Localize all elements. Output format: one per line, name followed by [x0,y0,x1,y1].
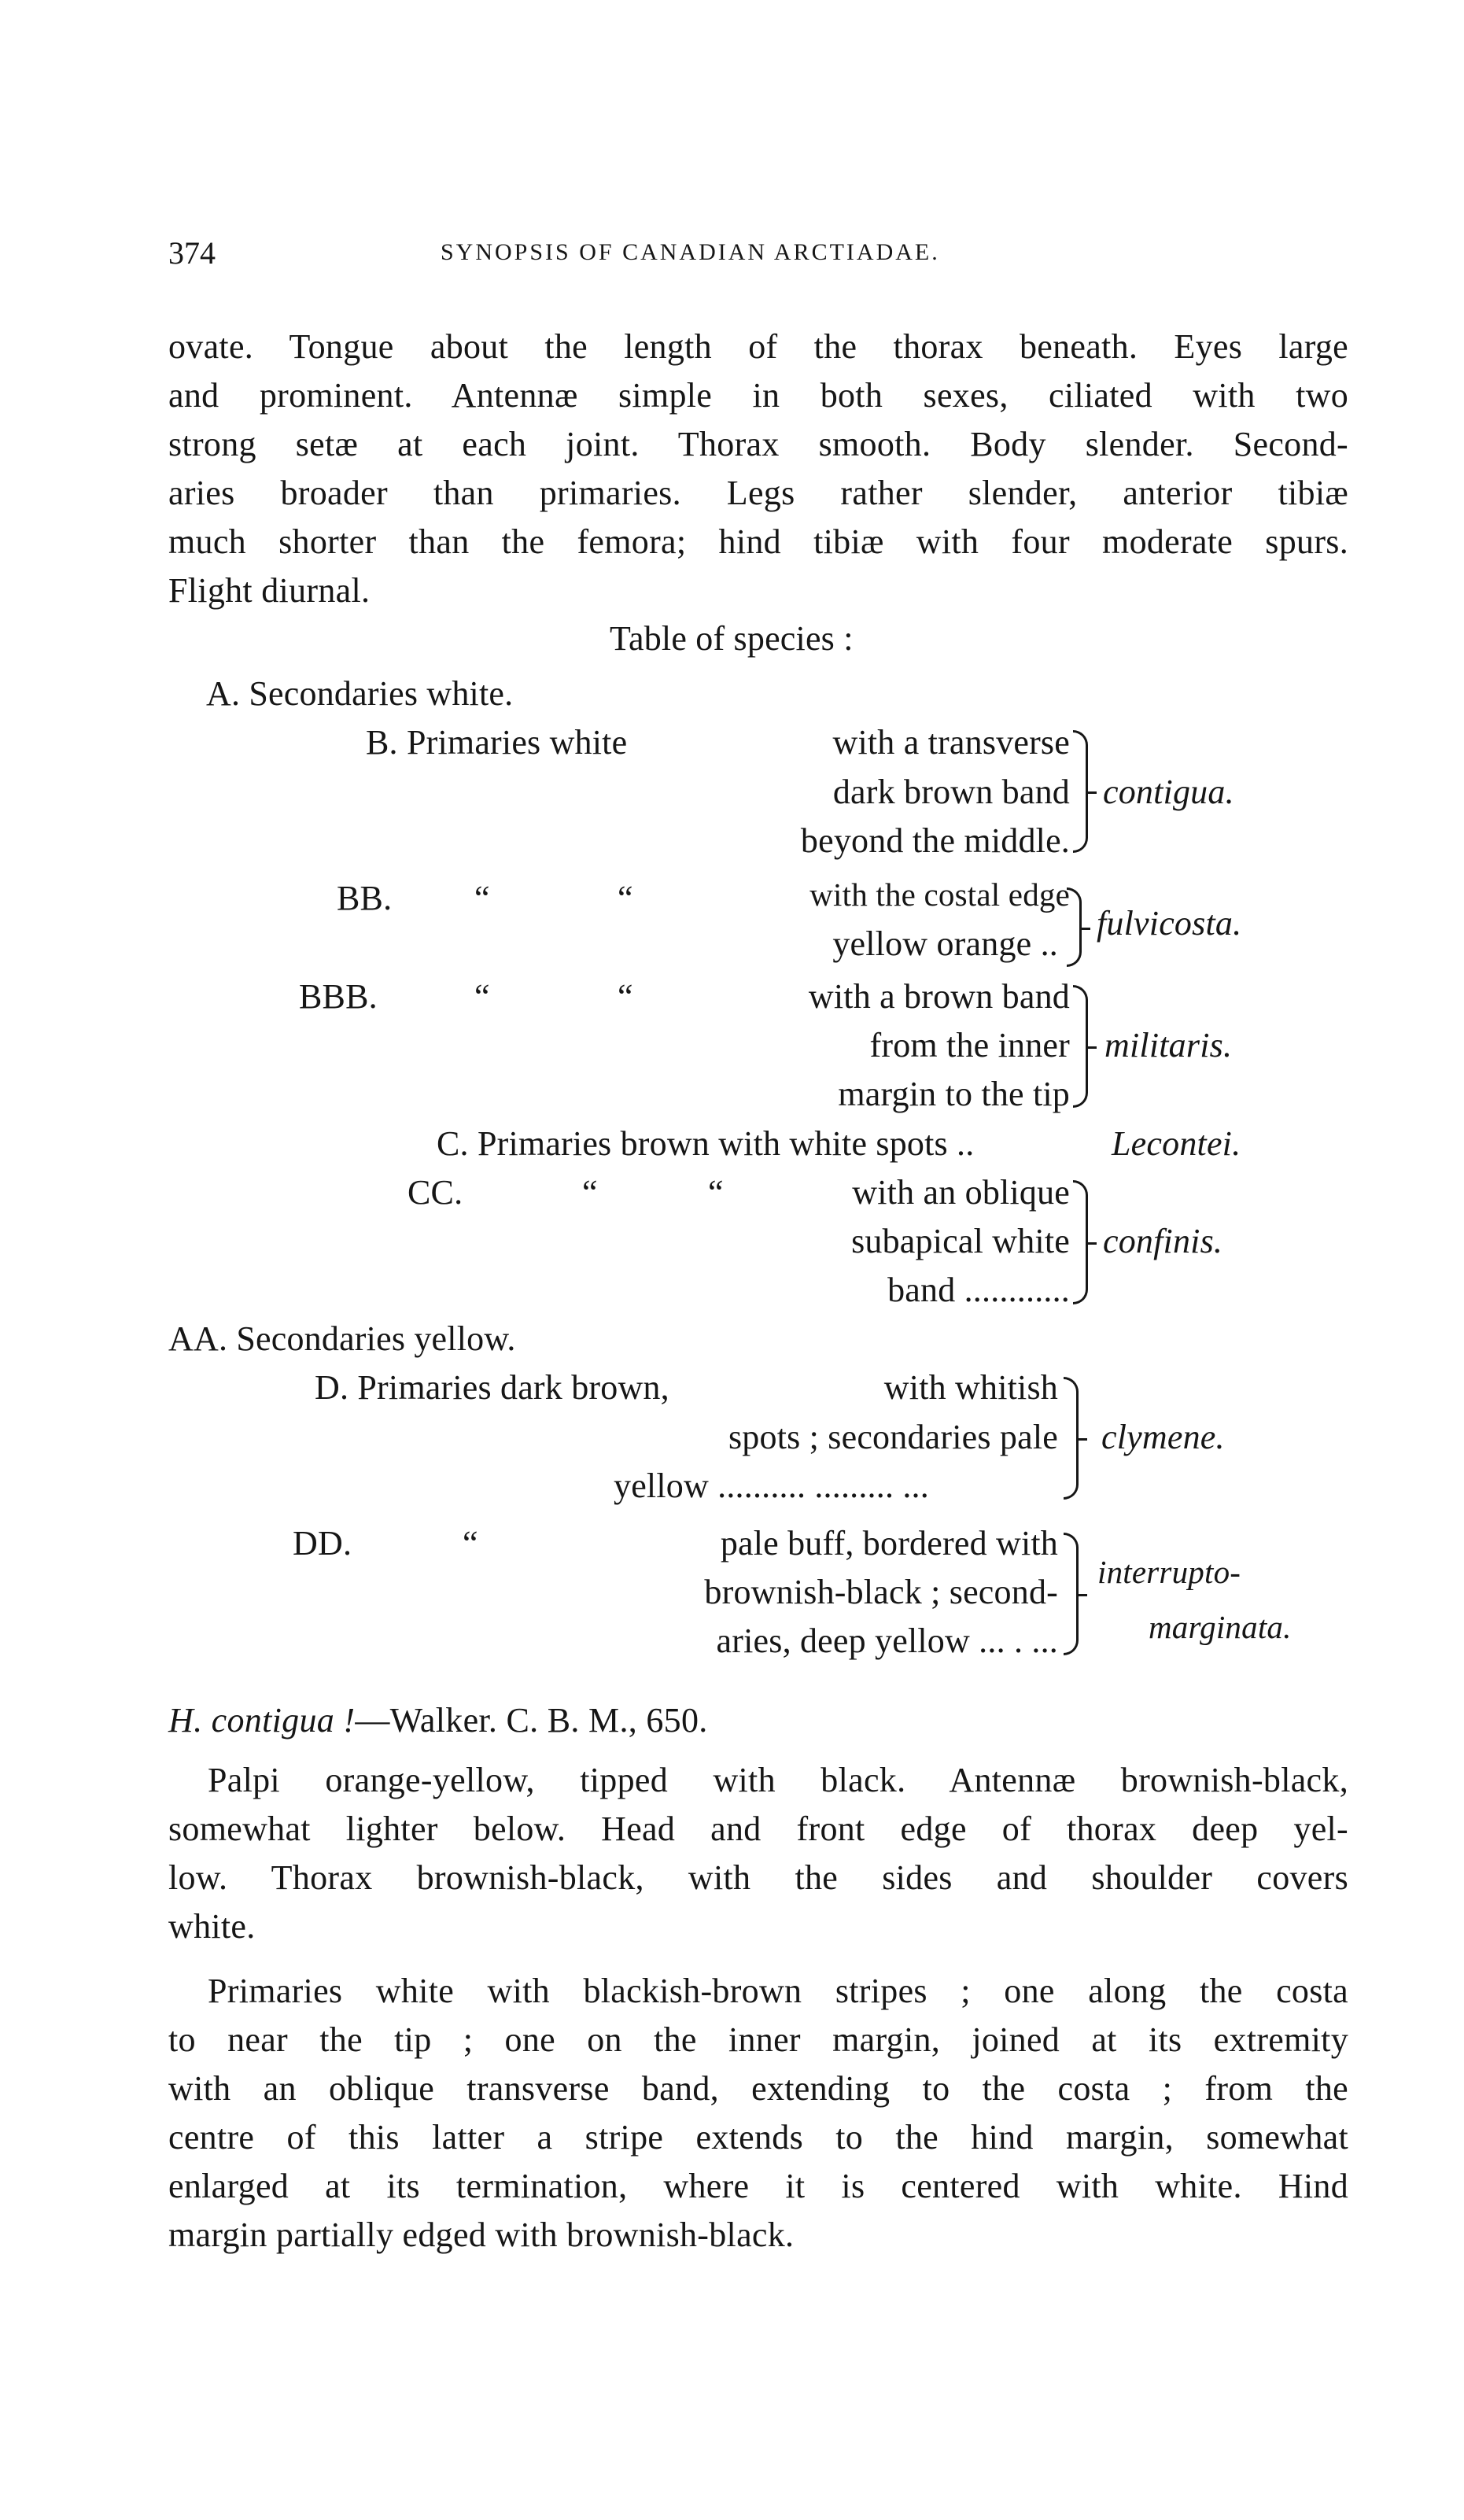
ditto-mark: “ [618,879,633,917]
key-b-line: with a transverse [832,723,1070,762]
description-paragraph-1 [168,1756,1348,1951]
key-d-label: D. Primaries dark brown, [315,1368,669,1407]
key-cc-label: CC. [407,1173,463,1212]
species-marginata: marginata. [1149,1609,1292,1645]
key-b-line: beyond the middle. [800,821,1070,860]
key-cc-line: with an oblique [852,1173,1070,1212]
key-bbb-line: from the inner [869,1026,1070,1064]
key-dd-line: brownish-black ; second- [704,1573,1058,1611]
species-heading-name: H. contigua ! [168,1701,356,1740]
species-lecontei: Lecontei. [1112,1124,1241,1163]
text-line: Flight diurnal. [168,571,371,610]
text-line: low. Thorax brownish-black, with the sides and shoulder covers [168,1858,1348,1897]
key-cc-line: subapical white [851,1222,1070,1260]
key-bbb-label: BBB. [299,977,378,1016]
text-line: Primaries white with blackish-brown stripes ; one along the costa [208,1972,1348,2010]
text-line: strong setæ at each joint. Thorax smooth. Body slender. Second- [168,425,1348,463]
key-dd-line: aries, deep yellow ... . ... [716,1622,1058,1660]
key-b-label: B. Primaries white [366,723,628,762]
ditto-mark: “ [582,1173,598,1212]
text-line: with an oblique transverse band, extending to the costa ; from the [168,2069,1348,2108]
key-bb-line: with the costal edge [809,876,1070,913]
brace [1073,730,1088,853]
species-fulvicosta: fulvicosta. [1097,904,1242,943]
key-c-label: C. Primaries brown with white spots .. [437,1124,975,1163]
key-aa: AA. Secondaries yellow. [168,1319,516,1358]
brace [1073,1180,1088,1304]
key-bbb-line: with a brown band [808,977,1070,1016]
species-clymene: clymene. [1101,1418,1225,1456]
species-interrupto: interrupto- [1097,1554,1241,1590]
text-line: much shorter than the femora; hind tibiæ with four moderate spurs. [168,522,1348,561]
brace [1064,1377,1079,1500]
text-line: white. [168,1907,256,1946]
key-bb-label: BB. [337,879,393,917]
ditto-mark: “ [474,879,490,917]
brace [1073,985,1088,1108]
table-title: Table of species : [610,619,854,658]
key-dd-label: DD. [293,1524,352,1563]
species-confinis: confinis. [1103,1222,1223,1260]
ditto-mark: “ [708,1173,724,1212]
ditto-mark: “ [618,977,633,1016]
key-dd-line: pale buff, bordered with [720,1524,1058,1563]
intro-paragraph [168,323,1348,615]
ditto-mark: “ [474,977,490,1016]
species-heading [168,1703,708,1738]
species-militaris: militaris. [1104,1026,1233,1064]
text-line: centre of this latter a stripe extends to the hind margin, somewhat [168,2118,1348,2157]
text-line: margin partially edged with brownish-black. [168,2216,795,2254]
text-line: somewhat lighter below. Head and front edge of thorax deep yel- [168,1810,1348,1848]
description-paragraph-2 [168,1967,1348,2260]
key-bbb-line: margin to the tip [838,1075,1070,1113]
key-cc-line: band ............ [887,1271,1070,1309]
species-heading-authority: —Walker. C. B. M., 650. [355,1701,708,1740]
text-line: ovate. Tongue about the length of the thorax beneath. Eyes large [168,327,1348,366]
species-contigua: contigua. [1103,773,1234,811]
running-title: SYNOPSIS OF CANADIAN ARCTIADAE. [441,239,940,265]
key-bb-line: yellow orange .. [832,924,1058,963]
brace [1067,887,1082,967]
key-b-line: dark brown band [832,773,1070,811]
key-d-line: yellow .......... ......... ... [614,1467,929,1505]
text-line: aries broader than primaries. Legs rather slender, anterior tibiæ [168,474,1348,512]
text-line: and prominent. Antennæ simple in both sexes, ciliated with two [168,376,1348,415]
key-d-line: with whitish [883,1368,1058,1407]
text-line: enlarged at its termination, where it is centered with white. Hind [168,2167,1348,2205]
text-line: to near the tip ; one on the inner margin, joined at its extremity [168,2020,1348,2059]
ditto-mark: “ [463,1524,478,1563]
page-number: 374 [168,235,216,271]
key-a: A. Secondaries white. [206,674,514,713]
text-line: Palpi orange-yellow, tipped with black. Antennæ brownish-black, [208,1761,1348,1799]
key-d-line: spots ; secondaries pale [728,1418,1058,1456]
brace [1064,1533,1079,1655]
